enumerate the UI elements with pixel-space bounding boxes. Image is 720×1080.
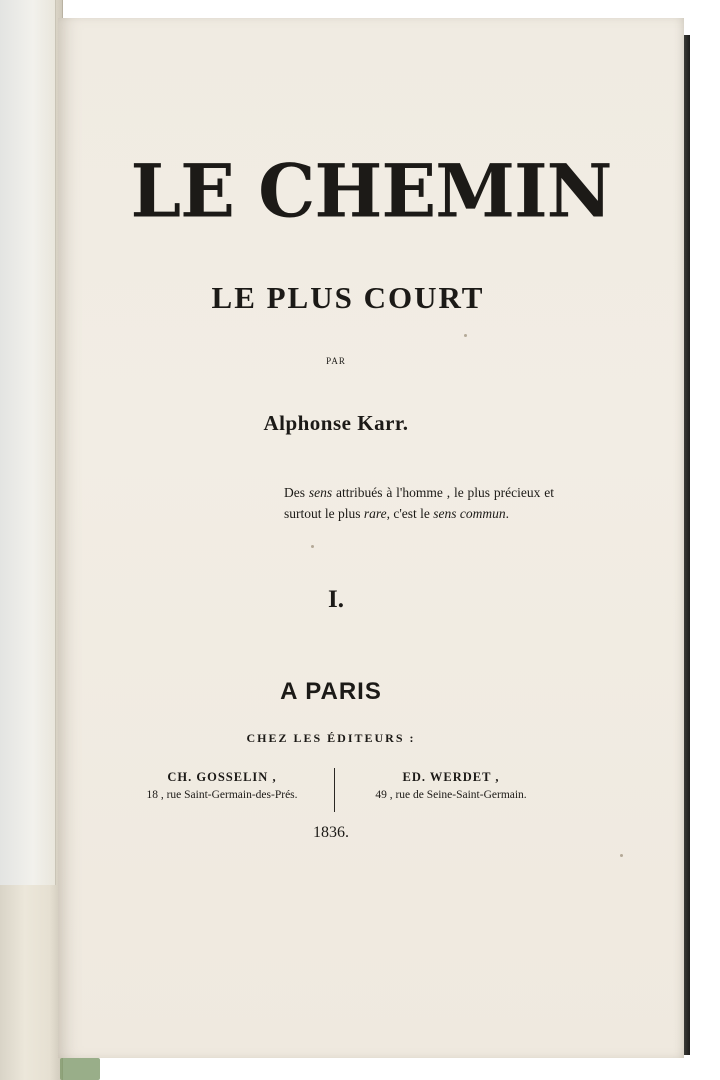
paper-foxing <box>311 545 314 548</box>
epigraph-italic-sens: sens <box>308 485 333 500</box>
publisher-address: 49 , rue de Seine-Saint-Germain. <box>375 789 527 801</box>
flyleaf <box>0 0 56 885</box>
book-edge <box>0 0 63 1080</box>
publication-city: A PARIS <box>280 678 382 705</box>
bookmark-ribbon <box>60 1058 100 1080</box>
publisher-werdet <box>346 770 556 801</box>
publisher-divider <box>334 768 335 812</box>
author-name: Alphonse Karr. <box>263 411 409 435</box>
book-subtitle: LE PLUS COURT <box>211 280 485 315</box>
paper-foxing <box>464 334 467 337</box>
publisher-name: CH. GOSSELIN , <box>167 770 277 784</box>
epigraph-text: . <box>505 506 510 521</box>
volume-number: I. <box>328 586 344 613</box>
par-label: PAR <box>326 356 346 366</box>
epigraph-italic-rare: rare <box>363 506 387 521</box>
publisher-name: ED. WERDET , <box>402 770 500 784</box>
epigraph <box>284 482 554 524</box>
publisher-gosselin <box>122 770 322 801</box>
book-cover-edge <box>684 35 690 1055</box>
epigraph-italic-sens-commun: sens commun <box>433 506 506 521</box>
epigraph-text: Des <box>284 485 309 500</box>
title-page <box>58 18 684 1058</box>
publisher-address: 18 , rue Saint-Germain-des-Prés. <box>146 789 298 801</box>
publication-year: 1836. <box>313 824 349 841</box>
book-title: LE CHEMIN <box>130 147 612 234</box>
epigraph-text: , c'est le <box>386 506 434 521</box>
epigraph-text: attribués à l'homme , le plus précieux et surtout le plus <box>284 485 554 521</box>
publishers-intro: CHEZ LES ÉDITEURS : <box>246 731 416 745</box>
paper-foxing <box>620 854 623 857</box>
